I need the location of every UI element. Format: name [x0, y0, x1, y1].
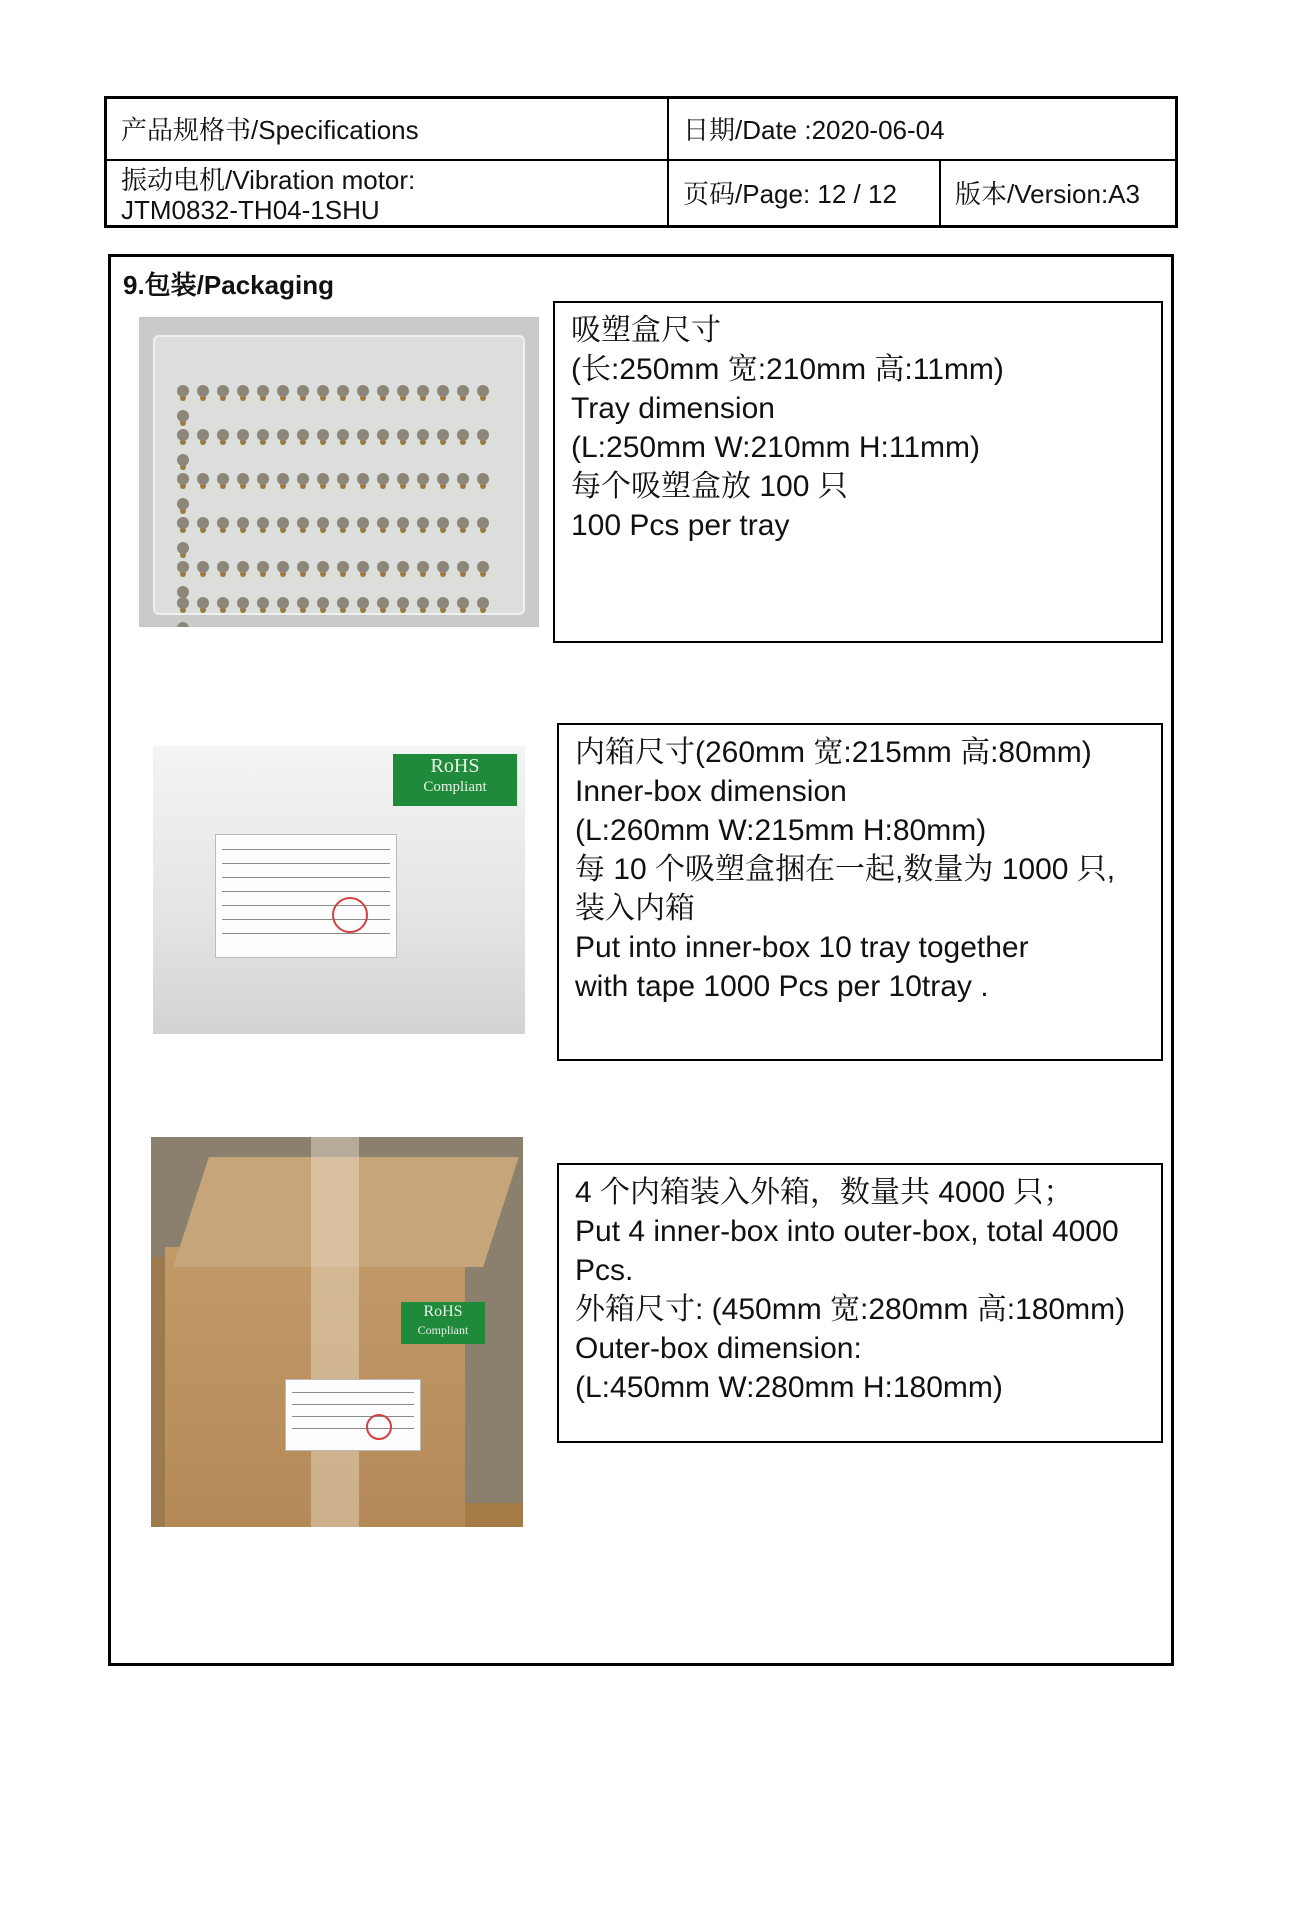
tray-photo — [139, 317, 539, 627]
spec-line: 吸塑盒尺寸 — [571, 314, 721, 347]
section-title: 9.包装/Packaging — [123, 270, 334, 300]
spec-line: Put into inner-box 10 tray together — [575, 931, 1029, 964]
spec-line: (长:250mm 宽:210mm 高:11mm) — [571, 353, 1004, 386]
spec-line: 内箱尺寸(260mm 宽:215mm 高:80mm) — [575, 736, 1092, 769]
spec-line: Inner-box dimension — [575, 775, 847, 808]
product-model: JTM0832-TH04-1SHU — [121, 195, 380, 225]
spec-header-table — [104, 96, 1178, 228]
tray-spec-box — [553, 301, 1163, 643]
doc-date: 日期/Date :2020-06-04 — [683, 115, 945, 145]
doc-version: 版本/Version:A3 — [955, 179, 1140, 209]
spec-line: 4 个内箱装入外箱，数量共 4000 只； — [575, 1176, 1074, 1209]
box-label — [215, 834, 397, 958]
outer-box-photo — [151, 1137, 523, 1527]
box-label — [285, 1379, 421, 1451]
rohs-mark: RoHS Compliant — [401, 1302, 485, 1344]
inner-box-photo — [153, 746, 525, 1034]
spec-line: (L:450mm W:280mm H:180mm) — [575, 1371, 1003, 1404]
spec-line: 外箱尺寸: (450mm 宽:280mm 高:180mm) — [575, 1293, 1126, 1326]
outer-box-spec-box — [557, 1163, 1163, 1443]
inner-box-spec-box — [557, 723, 1163, 1061]
spec-line: 装入内箱 — [575, 892, 695, 925]
spec-line: 100 Pcs per tray — [571, 509, 790, 542]
spec-line: with tape 1000 Pcs per 10tray . — [575, 970, 989, 1003]
packaging-section — [108, 254, 1174, 1666]
rohs-mark: RoHS Compliant — [393, 754, 517, 806]
spec-line: Put 4 inner-box into outer-box, total 4000 — [575, 1215, 1119, 1248]
spec-line: Outer-box dimension: — [575, 1332, 862, 1365]
spec-line: Pcs. — [575, 1254, 634, 1287]
spec-line: 每 10 个吸塑盒捆在一起,数量为 1000 只, — [575, 853, 1116, 886]
doc-title: 产品规格书/Specifications — [121, 115, 419, 145]
page-number: 页码/Page: 12 / 12 — [683, 179, 897, 209]
spec-line: Tray dimension — [571, 392, 775, 425]
spec-line: (L:260mm W:215mm H:80mm) — [575, 814, 987, 847]
product-name: 振动电机/Vibration motor: — [121, 165, 416, 195]
spec-line: (L:250mm W:210mm H:11mm) — [571, 431, 980, 464]
spec-line: 每个吸塑盒放 100 只 — [571, 470, 848, 503]
